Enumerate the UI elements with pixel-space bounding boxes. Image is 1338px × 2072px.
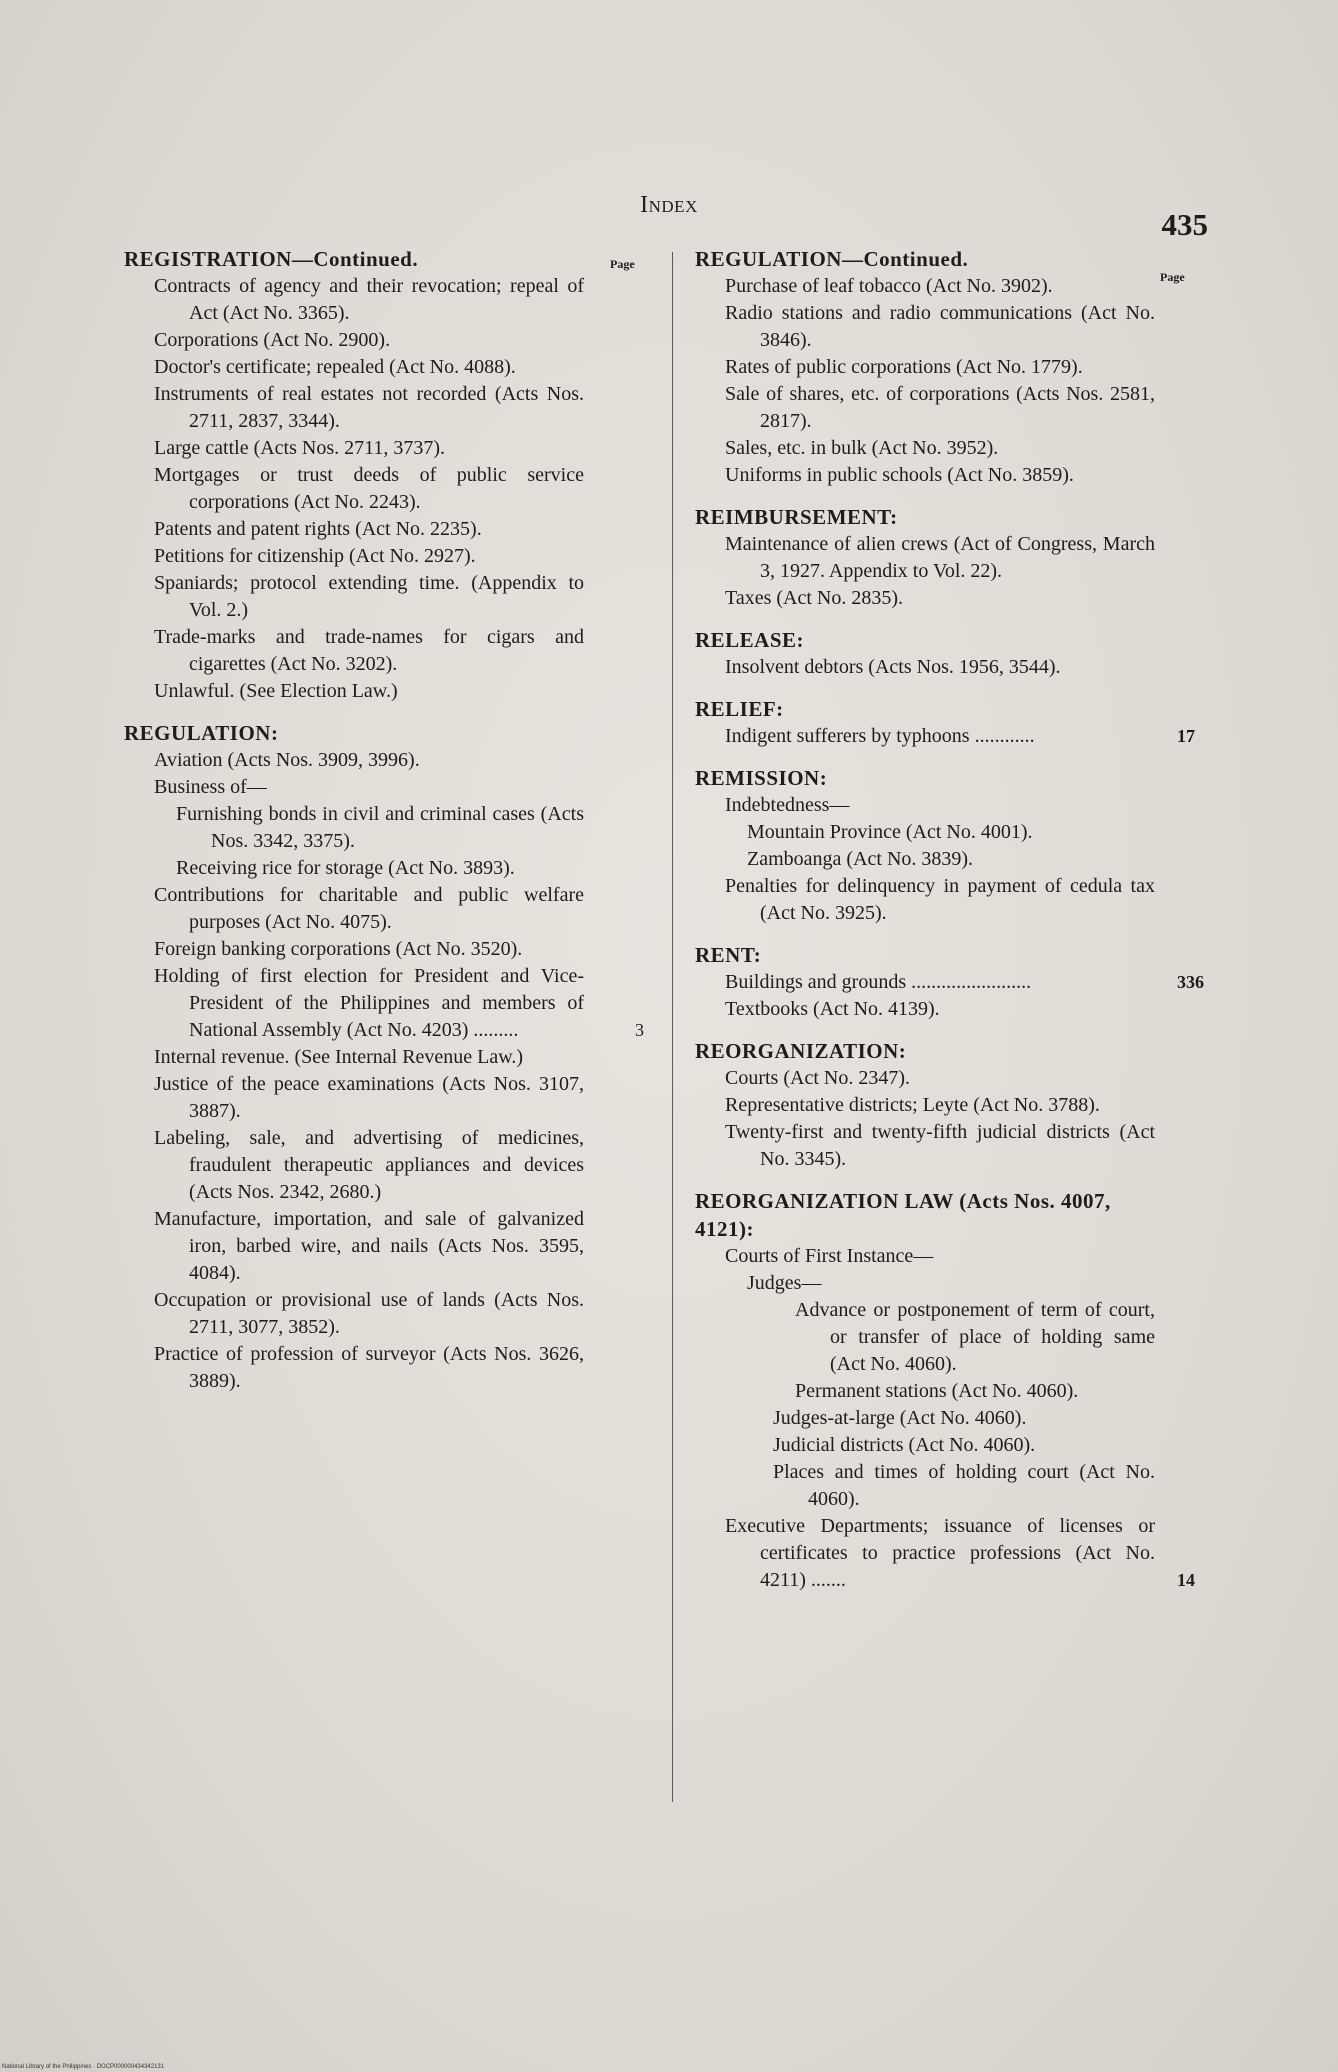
index-entry	[154, 1044, 584, 1071]
entry-text: Aviation (Acts Nos. 3909, 3996).	[154, 749, 420, 771]
heading-text: REGISTRATION—Continued.	[124, 247, 419, 271]
entry-text: Foreign banking corporations (Act No. 3520).	[154, 938, 523, 960]
index-entry	[154, 543, 584, 570]
index-entry	[725, 300, 1155, 354]
entry-text: Business of—	[154, 776, 267, 798]
index-entry	[176, 801, 584, 855]
entry-text: Judges-at-large (Act No. 4060).	[773, 1407, 1027, 1429]
index-entry	[154, 882, 584, 936]
entry-text: Manufacture, importation, and sale of galvanized iron, barbed wire, and nails (Acts Nos. 3595, 4084).	[154, 1208, 584, 1284]
entry-text: Insolvent debtors (Acts Nos. 1956, 3544).	[725, 656, 1061, 678]
index-heading	[695, 1187, 1155, 1243]
index-entry	[747, 846, 1155, 873]
index-entry	[725, 1065, 1155, 1092]
index-entry	[773, 1432, 1155, 1459]
entry-text: Executive Departments; issuance of licenses or certificates to practice professions (Act No. 4211) .......	[725, 1515, 1155, 1591]
entry-text: Radio stations and radio communications (Act No. 3846).	[725, 302, 1155, 351]
index-entry	[154, 1341, 584, 1395]
index-heading	[695, 1037, 1155, 1065]
page-number: 435	[1161, 207, 1208, 242]
entry-text: Doctor's certificate; repealed (Act No. 4088).	[154, 356, 516, 378]
entry-text: Unlawful. (See Election Law.)	[154, 680, 398, 702]
entry-text: Textbooks (Act No. 4139).	[725, 998, 940, 1020]
index-entry	[154, 936, 584, 963]
index-heading	[695, 245, 1155, 273]
entry-text: Places and times of holding court (Act No. 4060).	[773, 1461, 1155, 1510]
heading-text: REORGANIZATION LAW (Acts Nos. 4007, 4121):	[695, 1189, 1111, 1241]
page-column-label-right: Page	[1160, 270, 1185, 284]
entry-text: Furnishing bonds in civil and criminal cases (Acts Nos. 3342, 3375).	[176, 803, 584, 852]
index-entry	[725, 462, 1155, 489]
entry-text: Internal revenue. (See Internal Revenue Law.)	[154, 1046, 524, 1068]
index-entry	[154, 327, 584, 354]
entry-text: Mountain Province (Act No. 4001).	[747, 821, 1033, 843]
index-entry	[154, 1071, 584, 1125]
entry-text: Instruments of real estates not recorded (Acts Nos. 2711, 2837, 3344).	[154, 383, 584, 432]
heading-text: REGULATION—Continued.	[695, 247, 969, 271]
entry-text: Twenty-first and twenty-fifth judicial districts (Act No. 3345).	[725, 1121, 1155, 1170]
entry-text: Practice of profession of surveyor (Acts Nos. 3626, 3889).	[154, 1343, 584, 1392]
entry-text: Penalties for delinquency in payment of cedula tax (Act No. 3925).	[725, 875, 1155, 924]
index-entry	[154, 381, 584, 435]
index-entry	[725, 435, 1155, 462]
index-entry	[725, 654, 1155, 681]
entry-text: Justice of the peace examinations (Acts Nos. 3107, 3887).	[154, 1073, 584, 1122]
entry-text: Large cattle (Acts Nos. 2711, 3737).	[154, 437, 446, 459]
index-heading	[124, 245, 584, 273]
entry-text: Patents and patent rights (Act No. 2235).	[154, 518, 482, 540]
index-entry	[176, 855, 584, 882]
index-entry	[773, 1459, 1155, 1513]
index-entry	[154, 678, 584, 705]
entry-text: Rates of public corporations (Act No. 1779).	[725, 356, 1083, 378]
entry-text: Contracts of agency and their revocation; repeal of Act (Act No. 3365).	[154, 275, 584, 324]
index-entry	[725, 873, 1155, 927]
running-head: Index	[640, 192, 698, 218]
index-entry	[154, 624, 584, 678]
entry-text: Representative districts; Leyte (Act No. 3788).	[725, 1094, 1100, 1116]
heading-text: RELEASE:	[695, 628, 805, 652]
index-entry	[154, 774, 584, 801]
entry-text: Mortgages or trust deeds of public service corporations (Act No. 2243).	[154, 464, 584, 513]
heading-text: RELIEF:	[695, 697, 784, 721]
entry-text: Occupation or provisional use of lands (Acts Nos. 2711, 3077, 3852).	[154, 1289, 584, 1338]
index-entry	[725, 273, 1155, 300]
entry-text: Corporations (Act No. 2900).	[154, 329, 391, 351]
heading-text: REORGANIZATION:	[695, 1039, 907, 1063]
entry-text: Taxes (Act No. 2835).	[725, 587, 903, 609]
entry-text: Maintenance of alien crews (Act of Congress, March 3, 1927. Appendix to Vol. 22).	[725, 533, 1155, 582]
entry-text: Trade-marks and trade-names for cigars and cigarettes (Act No. 3202).	[154, 626, 584, 675]
heading-text: REIMBURSEMENT:	[695, 505, 898, 529]
entry-text: Holding of first election for President and Vice-President of the Philippines and members of National Assembly (Act No. 4203) .........	[154, 965, 584, 1041]
index-entry	[725, 381, 1155, 435]
index-entry	[725, 792, 1155, 819]
index-heading	[695, 764, 1155, 792]
entry-text: Zamboanga (Act No. 3839).	[747, 848, 974, 870]
index-entry	[725, 1092, 1155, 1119]
entry-text: Sales, etc. in bulk (Act No. 3952).	[725, 437, 999, 459]
index-entry	[795, 1378, 1155, 1405]
entry-text: Indebtedness—	[725, 794, 850, 816]
index-entry: Indigent sufferers by typhoons ............ 17	[725, 725, 1195, 747]
library-watermark: National Library of the Philippines · DOCP000000434342131	[2, 2064, 165, 2070]
entry-text: Buildings and grounds ........................	[725, 971, 1032, 993]
entry-text: Sale of shares, etc. of corporations (Acts Nos. 2581, 2817).	[725, 383, 1155, 432]
index-entry	[154, 747, 584, 774]
heading-text: RENT:	[695, 943, 762, 967]
entry-text: Uniforms in public schools (Act No. 3859).	[725, 464, 1074, 486]
entry-text: Advance or postponement of term of court, or transfer of place of holding same (Act No. 4060).	[795, 1299, 1155, 1375]
index-entry	[154, 435, 584, 462]
index-entry	[154, 1206, 584, 1287]
index-entry	[154, 1287, 584, 1341]
entry-text: Courts of First Instance—	[725, 1245, 934, 1267]
entry-text: Labeling, sale, and advertising of medicines, fraudulent therapeutic appliances and devices (Acts Nos. 2342, 2680.)	[154, 1127, 584, 1203]
entry-text: Judges—	[747, 1272, 822, 1294]
entry-text: Purchase of leaf tobacco (Act No. 3902).	[725, 275, 1053, 297]
index-entry: Buildings and grounds ........................ 336	[725, 971, 1204, 993]
entry-text: Indigent sufferers by typhoons ............	[725, 725, 1035, 747]
index-entry	[795, 1297, 1155, 1378]
entry-text: Receiving rice for storage (Act No. 3893).	[176, 857, 515, 879]
index-entry	[725, 585, 1155, 612]
index-entry	[154, 462, 584, 516]
index-entry	[154, 570, 584, 624]
index-entry	[154, 354, 584, 381]
index-entry	[154, 1125, 584, 1206]
index-heading	[695, 695, 1155, 723]
index-entry: Executive Departments; issuance of licenses or certificates to practice professions (Act No. 4211) ....... 14	[725, 1515, 1195, 1591]
index-entry	[725, 354, 1155, 381]
index-entry: Holding of first election for President and Vice-President of the Philippines and members of National Assembly (Act No. 4203) ......... 3	[154, 965, 644, 1041]
index-entry	[747, 819, 1155, 846]
index-entry	[747, 1270, 1155, 1297]
index-heading	[124, 719, 584, 747]
entry-text: Contributions for charitable and public welfare purposes (Act No. 4075).	[154, 884, 584, 933]
entry-text: Spaniards; protocol extending time. (Appendix to Vol. 2.)	[154, 572, 584, 621]
entry-text: Judicial districts (Act No. 4060).	[773, 1434, 1036, 1456]
heading-text: REMISSION:	[695, 766, 828, 790]
entry-text: Petitions for citizenship (Act No. 2927).	[154, 545, 476, 567]
index-heading	[695, 626, 1155, 654]
page-column-label-left: Page	[610, 257, 635, 271]
entry-text: Courts (Act No. 2347).	[725, 1067, 910, 1089]
index-entry	[154, 516, 584, 543]
heading-text: REGULATION:	[124, 721, 279, 745]
index-entry	[725, 996, 1155, 1023]
column-divider	[672, 252, 673, 1802]
index-entry	[725, 531, 1155, 585]
index-entry	[725, 1243, 1155, 1270]
index-heading	[695, 941, 1155, 969]
index-entry	[773, 1405, 1155, 1432]
index-entry	[154, 273, 584, 327]
entry-text: Permanent stations (Act No. 4060).	[795, 1380, 1079, 1402]
index-entry	[725, 1119, 1155, 1173]
index-heading	[695, 503, 1155, 531]
